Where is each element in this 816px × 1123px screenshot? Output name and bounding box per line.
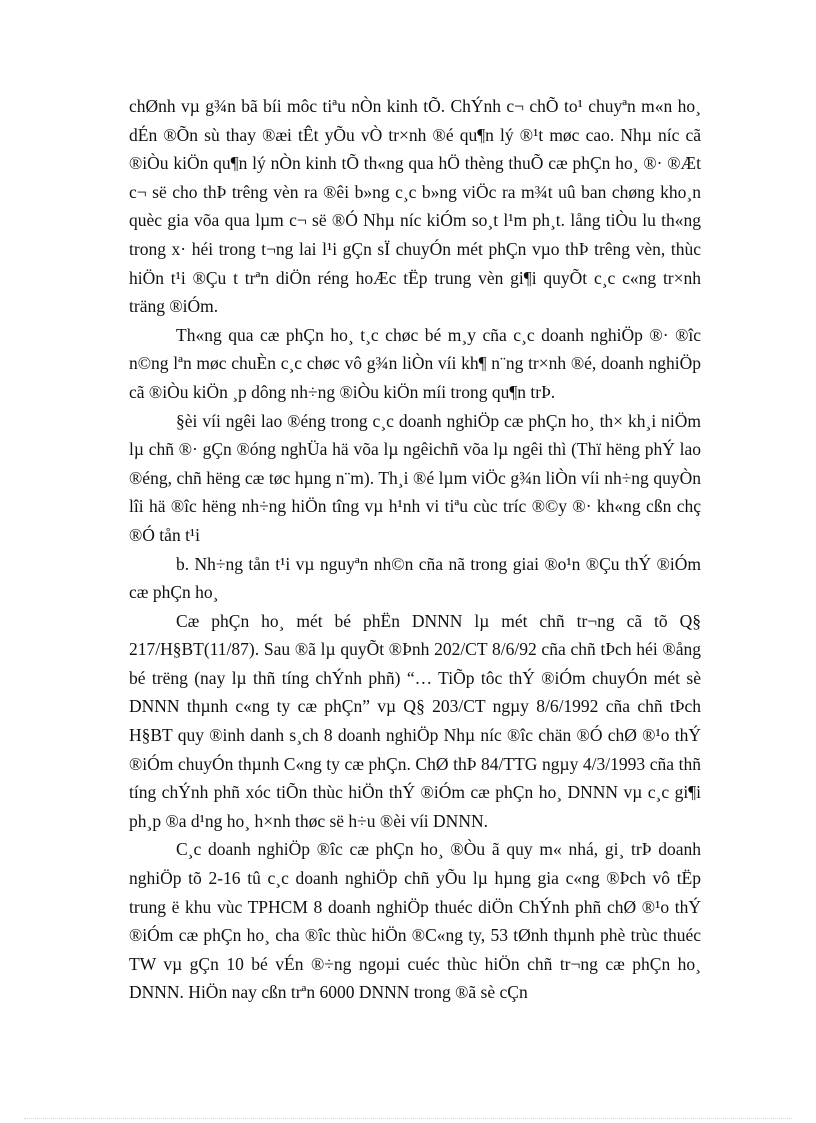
paragraph-3: §èi víi ngêi lao ®éng trong c¸c doanh nghiÖp cæ phÇn ho¸ th× kh¸i niÖm lµ chñ ®· gÇn ®óng nghÜa hä võa lµ ngêichñ võa lµ ngêi thì (Thï hëng phÝ lao ®éng, chñ hëng cæ tøc hµng n¨m). Th¸i ®é lµm viÖc g¾n liÒn víi nh÷ng quyÒn lîi hä ®îc hëng nh÷ng hiÖn tîng vµ h¹nh vi tiªu cùc tríc ®©y ®· kh«ng cßn chç ®Ó tån t¹i [129, 410, 701, 545]
footer-divider [24, 1118, 792, 1119]
paragraph-6: C¸c doanh nghiÖp ®îc cæ phÇn ho¸ ®Òu ã quy m« nhá, gi¸ trÞ doanh nghiÖp tõ 2-16 tû c¸c doanh nghiÖp chñ yÕu lµ hµng gia c«ng ®Þch vô tËp trung ë khu vùc TPHCM 8 doanh nghiÖp thuéc diÖn ChÝnh phñ chØ ®¹o thÝ ®iÓm cæ phÇn ho¸ cha ®îc thùc hiÖn ®C«ng ty, 53 tØnh thµnh phè trùc thuéc TW vµ gÇn 10 bé vÉn ®÷ng ngoµi cuéc thùc hiÖn chñ tr¬ng cæ phÇn ho¸ DNNN. HiÖn nay cßn trªn 6000 DNNN trong ®ã sè cÇn [129, 839, 701, 1003]
paragraph-5: Cæ phÇn ho¸ mét bé phËn DNNN lµ mét chñ tr¬ng cã tõ Q§ 217/H§BT(11/87). Sau ®ã lµ quyÕt ®Þnh 202/CT 8/6/92 cña chñ tÞch héi ®ång bé trëng (nay lµ thñ tíng chÝnh phñ) “… TiÕp tôc thÝ ®iÓm chuyÓn mét sè DNNN thµnh c«ng ty cæ phÇn” vµ Q§ 203/CT ngµy 8/6/1992 cña chñ tÞch H§BT quy ®inh danh s¸ch 8 doanh nghiÖp Nhµ níc ®îc chän ®Ó chØ ®¹o thÝ ®iÓm chuyÓn thµnh C«ng ty cæ phÇn. ChØ thÞ 84/TTG ngµy 4/3/1993 cña thñ tíng chÝnh phñ xóc tiÕn thùc hiÖn thÝ ®iÓm cæ phÇn ho¸ DNNN vµ c¸c gi¶i ph¸p ®a d¹ng ho¸ h×nh thøc së h÷u ®èi víi DNNN. [129, 610, 701, 831]
body-text [129, 92, 701, 1007]
paragraph-4: b. Nh÷ng tån t¹i vµ nguyªn nh©n cña nã trong giai ®o¹n ®Çu thÝ ®iÓm cæ phÇn ho¸ [129, 553, 701, 603]
paragraph-2: Th«ng qua cæ phÇn ho¸ t¸c chøc bé m¸y cña c¸c doanh nghiÖp ®· ®îc n©ng lªn møc chuÈn c¸c chøc vô g¾n liÒn víi kh¶ n¨ng tr×nh ®é, doanh nghiÖp cã ®iÒu kiÖn ¸p dông nh÷ng ®iÒu kiÖn míi trong qu¶n trÞ. [129, 324, 701, 402]
paragraph-1: chØnh vµ g¾n bã bíi môc tiªu nÒn kinh tÕ. ChÝnh c¬ chÕ to¹ chuyªn m«n ho¸ dÉn ®Õn sù thay ®æi tÊt yÕu vÒ tr×nh ®é qu¶n lý ®¹t møc cao. Nhµ níc cã ®iÒu kiÖn qu¶n lý nÒn kinh tÕ th«ng qua hÖ thèng thuÕ cæ phÇn ho¸ ®· ®Æt c¬ së cho thÞ trêng vèn ra ®êi b»ng c¸c b»ng viÖc ra m¾t uû ban chøng kho¸n quèc gia võa qua lµm c¬ së ®Ó Nhµ níc kiÓm so¸t l¹m ph¸t. lång tiÒu lu th«ng trong x· héi trong t¬ng lai l¹i gÇn sÏ chuyÓn mét phÇn vµo thÞ trêng vèn, thùc hiÖn t¹i ®Çu t trªn diÖn réng hoÆc tËp trung vèn gi¶i quyÕt c¸c c«ng tr×nh träng ®iÓm. [129, 96, 701, 317]
